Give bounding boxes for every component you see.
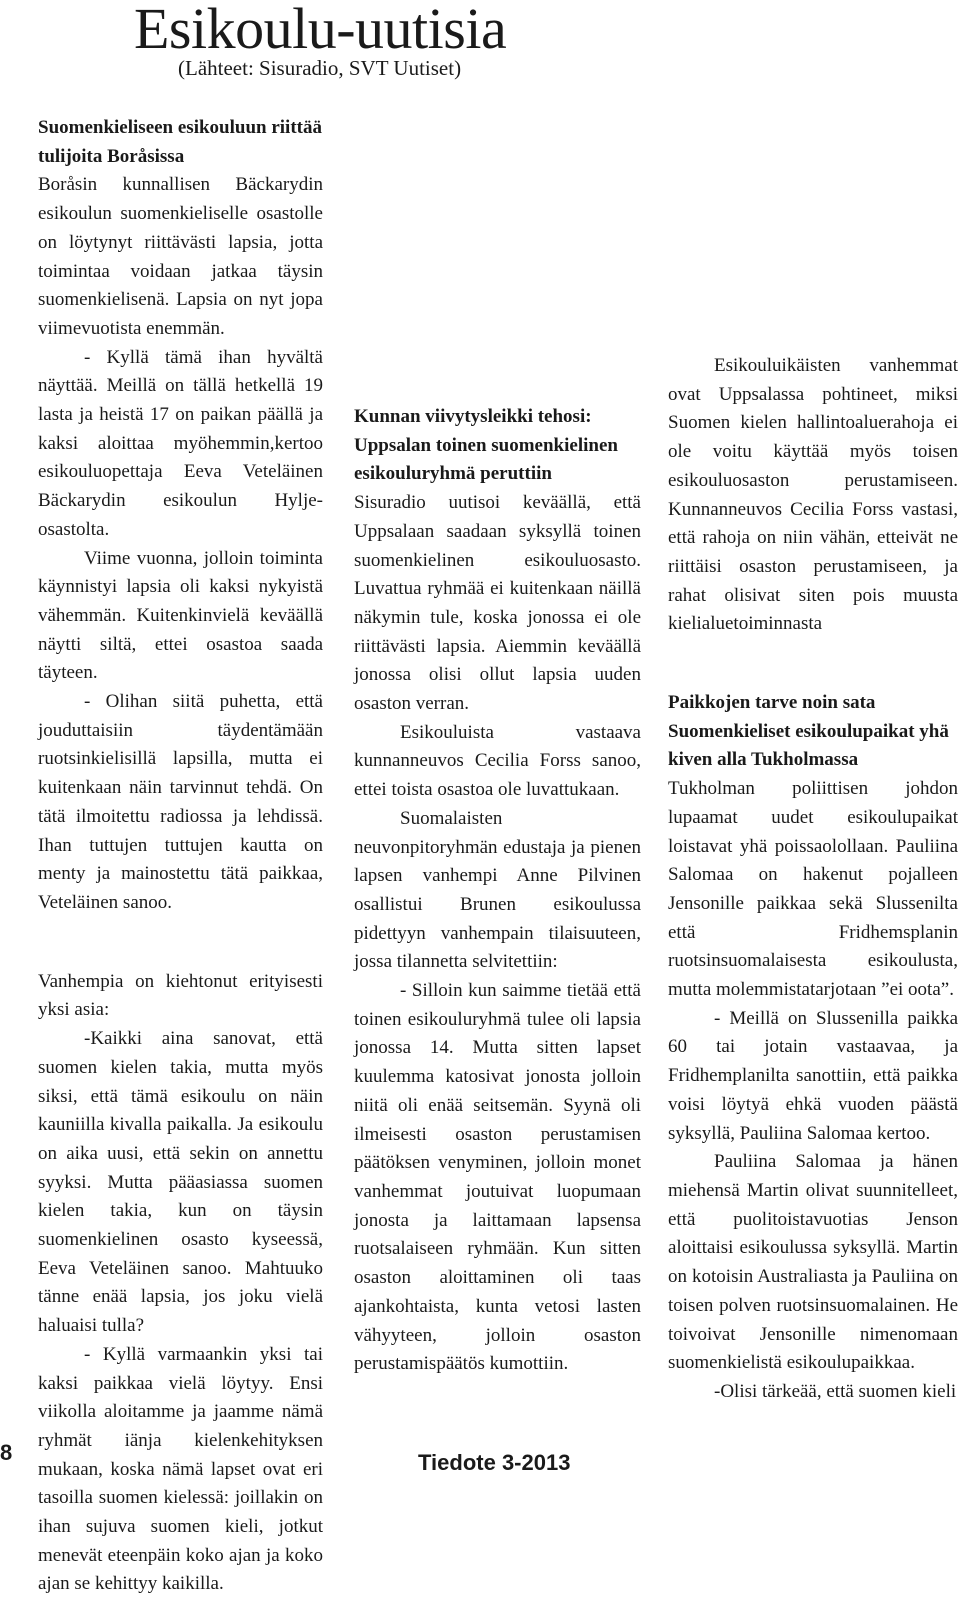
article-1-heading: Suomenkieliseen esikouluun riittää tulijoita Boråsissa bbox=[38, 117, 322, 167]
article-3-paragraph: Pauliina Salomaa ja hänen miehensä Martin olivat suunnitelleet, että puolitoistavuotias Jenson aloittaisi esikoulussa syksyllä. Martin on kotoisin Australiasta ja Pauliina on toisen polven ruotsinsuomalainen. He toivoivat Jensonille nimenomaan suomenkielistä esikoulupaikkaa. bbox=[668, 1151, 958, 1374]
article-2-paragraph: Sisuradio uutisoi keväällä, että Uppsalaan saadaan syksyllä toinen suomenkielinen esikouluosasto. Luvattua ryhmää ei kuitenkaan näillä näkymin tule, koska jonossa ei ole riittävästi lapsia. Aiemmin keväällä jonossa olisi ollut lapsia uuden osaston verran. bbox=[354, 492, 641, 715]
sources-line: (Lähteet: Sisuradio, SVT Uutiset) bbox=[178, 56, 462, 80]
article-1-paragraph: -Kaikki aina sanovat, että suomen kielen takia, mutta myös siksi, että tämä esikoulu on näin kauniilla kivalla paikalla. Ja esikoulu on aika uusi, että sekin on annettu syyksi. Mutta pääasiassa suomen kielen takia, kun on täysin suomenkielinen osasto kyseessä, Eeva Veteläinen sanoo. Mahtuuko tänne enää lapsia, jos joku vielä haluaisi tulla? bbox=[38, 1028, 323, 1337]
page-title: Esikoulu-uutisia bbox=[134, 0, 507, 61]
article-3-paragraph: -Olisi tärkeää, että suomen kieli bbox=[714, 1380, 957, 1402]
page-number: 8 bbox=[0, 1440, 13, 1465]
issue-footer: Tiedote 3-2013 bbox=[418, 1450, 571, 1475]
article-1-paragraph: Vanhempia on kiehtonut erityisesti yksi asia: bbox=[38, 970, 323, 1021]
article-1-paragraph: Boråsin kunnallisen Bäckarydin esikoulun suomenkieliselle osastolle on löytynyt riittävästi lapsia, jotta toimintaa voidaan jatkaa täysin suomenkielisenä. Lapsia on nyt jopa viimevuotista enemmän. bbox=[38, 174, 323, 339]
article-1-paragraph: - Kyllä tämä ihan hyvältä näyttää. Meillä on tällä hetkellä 19 lasta ja heistä 17 on paikan päällä ja kaksi aloittaa myöhemmin,kertoo esikouluopettaja Eeva Veteläinen Bäckarydin esikoulun Hylje-osastolta. bbox=[38, 346, 323, 540]
article-2-heading-line: Kunnan viivytysleikki tehosi: bbox=[354, 406, 592, 427]
column-2 bbox=[354, 403, 641, 1379]
article-1-paragraph: - Kyllä varmaankin yksi tai kaksi paikkaa vielä löytyy. Ensi viikolla aloitamme ja jaamme nämä ryhmät iänja kielenkehityksen mukaan, koska nämä lapset ovat eri tasoilla suomen kielessä: joillakin on ihan sujuva suomen kieli, jotkut menevät eteenpäin koko ajan ja koko ajan se kehittyy kaikilla. bbox=[38, 1343, 323, 1595]
article-3-paragraph: Tukholman poliittisen johdon lupaamat uudet esikoulupaikat loistavat yhä poissaolollaan. Pauliina Salomaa on hakenut pojalleen Jensonille paikkaa sekä Slussenilta että Fridhemsplanin ruotsinsuomalaisesta esikoulusta, mutta molemmistatarjotaan ”ei oota”. bbox=[668, 778, 958, 1001]
article-2-paragraph: Esikouluista vastaava kunnanneuvos Cecilia Forss sanoo, ettei toista osastoa ole luvattukaan. bbox=[354, 721, 641, 801]
column-3 bbox=[668, 114, 958, 1407]
article-2-heading-line: Uppsalan toinen suomenkielinen esikouluryhmä peruttiin bbox=[354, 434, 618, 485]
article-2-paragraph: - Silloin kun saimme tietää että toinen esikouluryhmä tulee oli lapsia jonossa 14. Mutta sitten lapset kuulemma katosivat jonosta jolloin niitä oli enää seitsemän. Syynä oli ilmeisesti osaston perustamisen päätöksen venyminen, jolloin monet vanhemmat joutuivat luopumaan jonosta ja laittamaan lapsensa ruotsalaiseen ryhmään. Kun sitten osaston aloittaminen oli taas ajankohtaista, kunta vetosi lasten vähyyteen, jolloin osaston perustamispäätös kumottiin. bbox=[354, 980, 641, 1375]
column-1 bbox=[38, 114, 323, 1599]
article-2-paragraph: Esikouluikäisten vanhemmat ovat Uppsalassa pohtineet, miksi Suomen kielen hallintoaluerahoja ei ole voitu käyttää myös toisen esikouluosaston perustamiseen. Kunnanneuvos Cecilia Forss vastasi, että rahoja on niin vähän, etteivät ne riittäisi osaston perustamiseen, ja rahat olisivat siten pois muusta kielialuetoiminnasta bbox=[668, 355, 958, 635]
article-3-paragraph: - Meillä on Slussenilla paikka 60 tai jotain vastaavaa, ja Fridhemplanilta sanottiin, että paikka voisi löytyä ehkä vuoden päästä syksyllä, Pauliina Salomaa kertoo. bbox=[668, 1007, 958, 1144]
article-1-paragraph: Viime vuonna, jolloin toiminta käynnistyi lapsia oli kaksi nykyistä vähemmän. Kuitenkinvielä keväällä näytti siltä, ettei osastoa saada täyteen. bbox=[38, 547, 323, 684]
article-2-paragraph: Suomalaisten neuvonpitoryhmän edustaja ja pienen lapsen vanhempi Anne Pilvinen osallistui Brunen esikoulussa pidettyyn vanhempain tilaisuuteen, jossa tilannetta selvitettiin: bbox=[354, 807, 641, 973]
article-3-heading: Paikkojen tarve noin sata Suomenkieliset esikoulupaikat yhä kiven alla Tukholmassa bbox=[668, 692, 949, 771]
article-1-paragraph: - Olihan siitä puhetta, että jouduttaisiin täydentämään ruotsinkielisillä lapsilla, mutta ei kuitenkaan näin tarvinnut tehdä. On tätä ilmoitettu radiossa ja lehdissä. Ihan tuttujen tuttujen kautta on menty ja mainostettu tätä paikkaa, Veteläinen sanoo. bbox=[38, 691, 323, 913]
